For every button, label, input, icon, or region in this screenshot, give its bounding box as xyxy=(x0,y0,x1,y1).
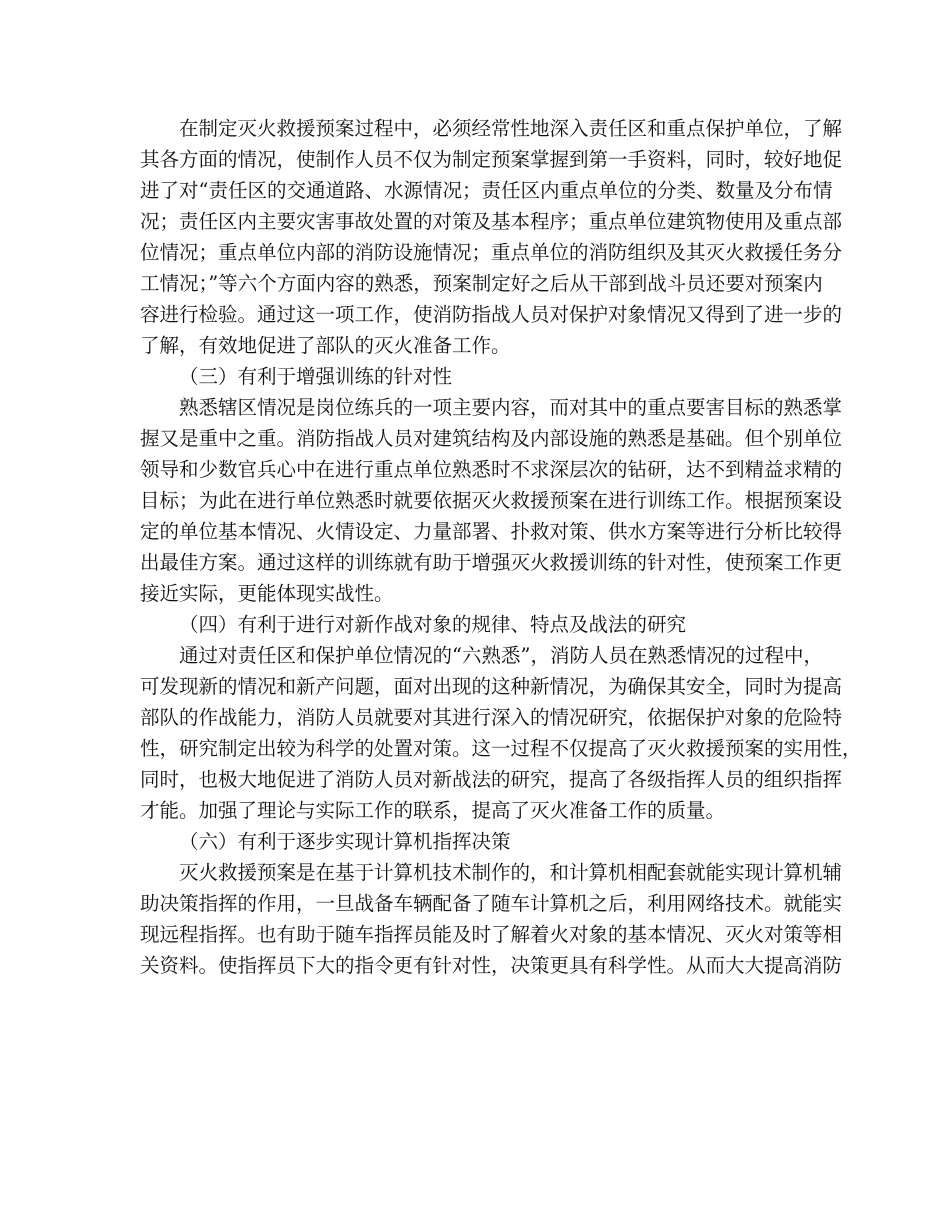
text-line: 目标；为此在进行单位熟悉时就要依据灭火救援预案在进行训练工作。根据预案设 xyxy=(140,489,843,512)
text-line: 现远程指挥。也有助于随车指挥员能及时了解着火对象的基本情况、灭火对策等相 xyxy=(140,923,843,946)
text-line: 灭火救援预案是在基于计算机技术制作的，和计算机相配套就能实现计算机辅 xyxy=(179,861,843,884)
section-heading-6: （六）有利于逐步实现计算机指挥决策 xyxy=(179,830,511,853)
document-page xyxy=(140,113,862,981)
text-line: 通过对责任区和保护单位情况的“六熟悉”，消防人员在熟悉情况的过程中， xyxy=(179,644,823,667)
text-line: 工情况；”等六个方面内容的熟悉，预案制定好之后从干部到战斗员还要对预案内 xyxy=(140,272,823,295)
text-line: 容进行检验。通过这一项工作，使消防指战人员对保护对象情况又得到了进一步的 xyxy=(140,303,843,326)
text-line: 其各方面的情况，使制作人员不仅为制定预案掌握到第一手资料，同时，较好地促 xyxy=(140,148,843,171)
text-line: 部队的作战能力，消防人员就要对其进行深入的情况研究，依据保护对象的危险特 xyxy=(140,706,843,729)
text-line: 接近实际，更能体现实战性。 xyxy=(140,582,394,605)
text-line: 出最佳方案。通过这样的训练就有助于增强灭火救援训练的针对性，使预案工作更 xyxy=(140,551,843,574)
text-line: 同时，也极大地促进了消防人员对新战法的研究，提高了各级指挥人员的组织指挥 xyxy=(140,768,843,791)
text-line: 况；责任区内主要灾害事故处置的对策及基本程序；重点单位建筑物使用及重点部 xyxy=(140,210,843,233)
paragraph-1 xyxy=(140,113,843,361)
text-line: 熟悉辖区情况是岗位练兵的一项主要内容，而对其中的重点要害目标的熟悉掌 xyxy=(179,396,843,419)
paragraph-3 xyxy=(140,640,862,826)
text-line: 在制定灭火救援预案过程中，必须经常性地深入责任区和重点保护单位，了解 xyxy=(179,117,843,140)
text-line: 才能。加强了理论与实际工作的联系，提高了灭火准备工作的质量。 xyxy=(140,799,726,822)
paragraph-4 xyxy=(140,857,843,981)
text-line: 定的单位基本情况、火情设定、力量部署、扑救对策、供水方案等进行分析比较得 xyxy=(140,520,843,543)
text-line: 握又是重中之重。消防指战人员对建筑结构及内部设施的熟悉是基础。但个别单位 xyxy=(140,427,843,450)
paragraph-2 xyxy=(140,392,843,609)
text-line: 性，研究制定出较为科学的处置对策。这一过程不仅提高了灭火救援预案的实用性， xyxy=(140,737,862,760)
text-line: 了解，有效地促进了部队的灭火准备工作。 xyxy=(140,334,511,357)
text-line: 可发现新的情况和新产问题，面对出现的这种新情况，为确保其安全，同时为提高 xyxy=(140,675,843,698)
text-line: 助决策指挥的作用，一旦战备车辆配备了随车计算机之后，利用网络技术。就能实 xyxy=(140,892,843,915)
text-line: 关资料。使指挥员下大的指令更有针对性，决策更具有科学性。从而大大提高消防 xyxy=(140,954,843,977)
section-heading-4: （四）有利于进行对新作战对象的规律、特点及战法的研究 xyxy=(179,613,687,636)
text-line: 进了对“责任区的交通道路、水源情况；责任区内重点单位的分类、数量及分布情 xyxy=(140,179,833,202)
text-line: 领导和少数官兵心中在进行重点单位熟悉时不求深层次的钻研，达不到精益求精的 xyxy=(140,458,843,481)
text-line: 位情况；重点单位内部的消防设施情况；重点单位的消防组织及其灭火救援任务分 xyxy=(140,241,843,264)
section-heading-3: （三）有利于增强训练的针对性 xyxy=(179,365,453,388)
